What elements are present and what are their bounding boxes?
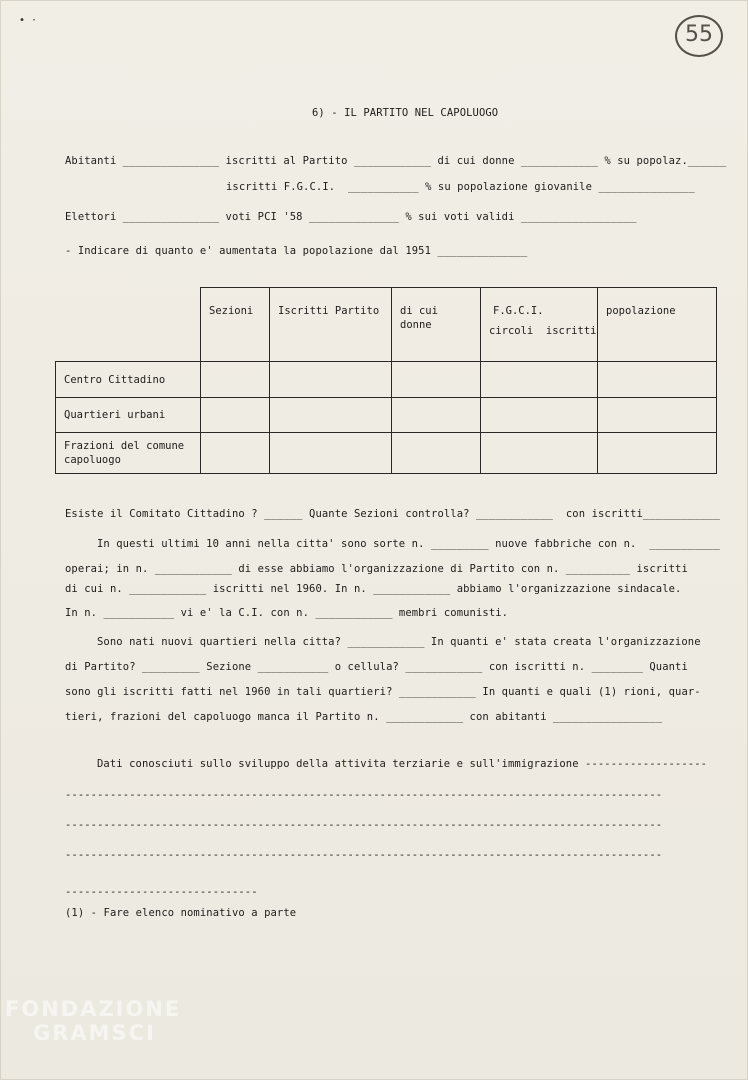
line-abitanti: Abitanti _______________ iscritti al Partito ____________ di cui donne ____________ % su popolaz.______: [65, 155, 727, 167]
table-cell: [270, 398, 392, 433]
line-frazioni: tieri, frazioni del capoluogo manca il Partito n. ____________ con abitanti _________________: [65, 711, 663, 723]
table-cell: [392, 398, 481, 433]
footnote: (1) - Fare elenco nominativo a parte: [65, 907, 297, 919]
dashed-line: ---------------------------------------------------------------------------------------------: [65, 789, 663, 801]
line-popolazione: - Indicare di quanto e' aumentata la popolazione dal 1951 ______________: [65, 245, 528, 257]
table-corner-cell: [56, 288, 201, 362]
section-title: 6) - IL PARTITO NEL CAPOLUOGO: [312, 107, 499, 119]
header-fgci: [481, 288, 598, 362]
table-cell: [481, 433, 598, 474]
line-comitato: Esiste il Comitato Cittadino ? ______ Quante Sezioni controlla? ____________ con iscritti____________: [65, 508, 720, 520]
row-label: Centro Cittadino: [56, 362, 201, 398]
watermark-line-1: FONDAZIONE: [5, 997, 182, 1021]
header-sezioni: Sezioni: [201, 288, 270, 362]
header-fgci-sub: circoli iscritti: [489, 325, 597, 337]
table-header-row: [56, 288, 717, 362]
header-fgci-label: F.G.C.I.: [493, 305, 544, 317]
table-cell: [392, 362, 481, 398]
line-quartieri: Sono nati nuovi quartieri nella citta? ____________ In quanti e' stata creata l'organizzazione: [97, 636, 701, 648]
table-row: [56, 362, 717, 398]
line-elettori: Elettori _______________ voti PCI '58 ______________ % sui voti validi __________________: [65, 211, 637, 223]
table-cell: [201, 362, 270, 398]
line-fgci: iscritti F.G.C.I. ___________ % su popolazione giovanile _______________: [226, 181, 695, 193]
line-iscritti-quartieri: sono gli iscritti fatti nel 1960 in tali quartieri? ____________ In quanti e quali (1) rioni, quar-: [65, 686, 701, 698]
table-cell: [392, 433, 481, 474]
table-cell: [598, 398, 717, 433]
archive-watermark: [5, 997, 181, 1045]
line-dati: Dati conosciuti sullo sviluppo della attivita terziarie e sull'immigrazione -------------------: [97, 758, 708, 770]
table-cell: [598, 362, 717, 398]
footnote-rule: ------------------------------: [65, 886, 258, 898]
table-cell: [270, 362, 392, 398]
table-cell: [481, 362, 598, 398]
line-iscritti-1960: di cui n. ____________ iscritti nel 1960. In n. ____________ abbiamo l'organizzazione sindacale.: [65, 583, 682, 595]
table-cell: [201, 433, 270, 474]
capoluogo-table: [55, 287, 717, 474]
header-iscritti-partito: Iscritti Partito: [270, 288, 392, 362]
table-cell: [481, 398, 598, 433]
line-operai: operai; in n. ____________ di esse abbiamo l'organizzazione di Partito con n. __________ iscritti: [65, 563, 688, 575]
table-row: [56, 398, 717, 433]
scan-marks: • ·: [19, 15, 38, 26]
table-cell: [598, 433, 717, 474]
page-number-stamp: 55: [675, 15, 723, 57]
watermark-line-2: GRAMSCI: [33, 1021, 156, 1045]
row-label: Quartieri urbani: [56, 398, 201, 433]
dashed-line: ---------------------------------------------------------------------------------------------: [65, 849, 663, 861]
header-popolazione: popolazione: [598, 288, 717, 362]
line-partito: di Partito? _________ Sezione ___________ o cellula? ____________ con iscritti n. ________ Quanti: [65, 661, 688, 673]
dashed-line: ---------------------------------------------------------------------------------------------: [65, 819, 663, 831]
table-cell: [270, 433, 392, 474]
line-fabbriche: In questi ultimi 10 anni nella citta' sono sorte n. _________ nuove fabbriche con n. ___________: [97, 538, 720, 550]
line-ci: In n. ___________ vi e' la C.I. con n. ____________ membri comunisti.: [65, 607, 509, 619]
header-di-cui-donne: di cui donne: [392, 288, 481, 362]
table-row: [56, 433, 717, 474]
row-label: Frazioni del comune capoluogo: [56, 433, 201, 474]
table-cell: [201, 398, 270, 433]
